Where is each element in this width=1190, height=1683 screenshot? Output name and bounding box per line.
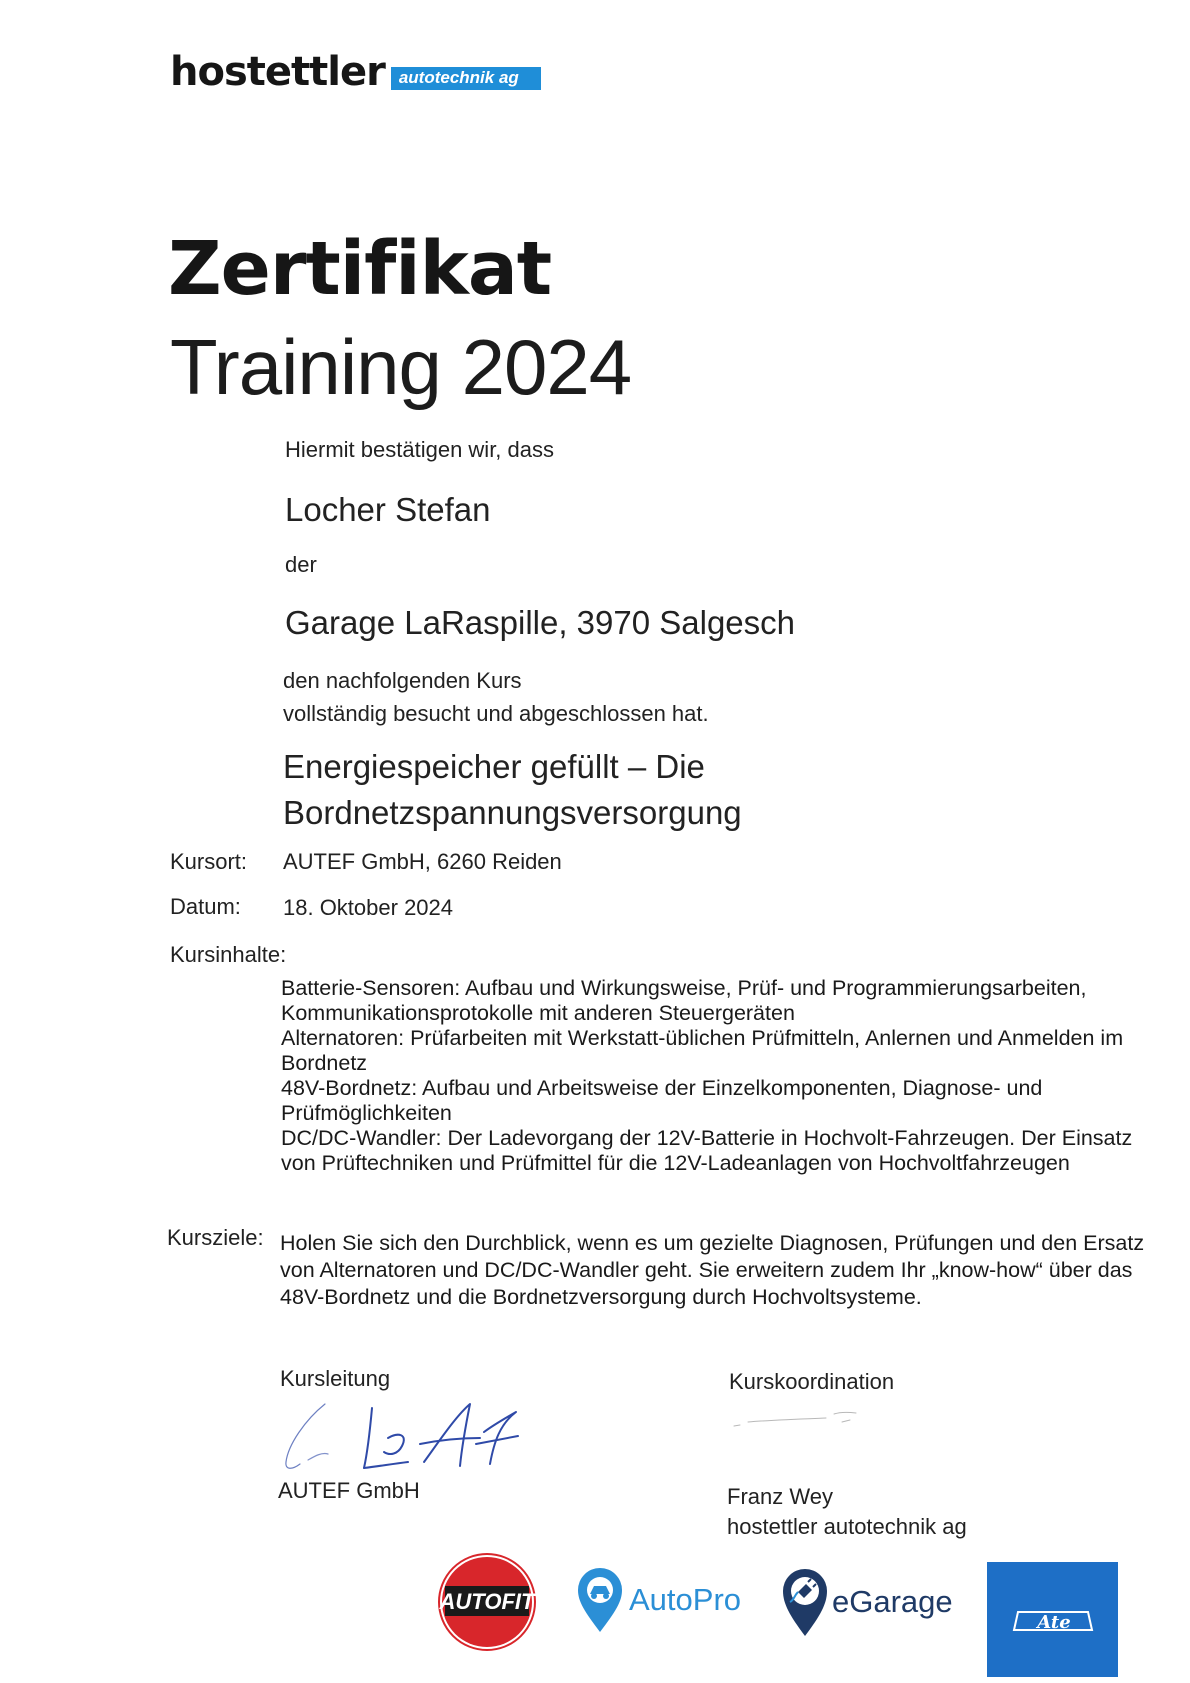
brand-word: hostettler: [170, 49, 385, 95]
course-intro-line: vollständig besucht und abgeschlossen hat.: [283, 701, 709, 726]
ate-logo: [987, 1562, 1118, 1677]
kursinhalte-line: Kommunikationsprotokolle mit anderen Steuergeräten: [281, 1001, 795, 1025]
autofit-logo: [437, 1552, 537, 1652]
hostettler-logo: [170, 44, 541, 95]
autofit-text: AUTOFIT: [439, 1589, 535, 1614]
datum-value: 18. Oktober 2024: [283, 895, 454, 920]
kursinhalte-line: DC/DC-Wandler: Der Ladevorgang der 12V-Batterie in Hochvolt-Fahrzeugen. Der Einsatz: [281, 1126, 1133, 1150]
kursinhalte-line: Batterie-Sensoren: Aufbau und Wirkungsweise, Prüf- und Programmierungsarbeiten,: [281, 976, 1087, 1000]
course-title: [283, 744, 742, 836]
kursinhalte-line: von Prüftechniken und Prüfmittel für die 12V-Ladeanlagen von Hochvoltfahrzeugen: [281, 1151, 1070, 1175]
kurskoordination-label: Kurskoordination: [729, 1369, 895, 1394]
kursinhalte-line: Bordnetz: [281, 1051, 368, 1075]
kursleitung-label: Kursleitung: [280, 1366, 391, 1391]
kurskoordination-org: hostettler autotechnik ag: [727, 1514, 967, 1539]
kurskoordination-name: Franz Wey: [727, 1484, 833, 1509]
connector-text: der: [285, 552, 317, 577]
kursinhalte-list: [281, 976, 1161, 1176]
egarage-pin-icon: [780, 1566, 830, 1638]
kursleitung-org: AUTEF GmbH: [278, 1478, 420, 1503]
autopro-pin-icon: [575, 1566, 625, 1634]
kursinhalte-line: Prüfmöglichkeiten: [281, 1101, 452, 1125]
ate-text: Ate: [1036, 1611, 1071, 1633]
egarage-logo: [780, 1566, 953, 1638]
course-title-line: Energiespeicher gefüllt – Die: [283, 748, 705, 785]
brand-tag: autotechnik ag: [391, 67, 541, 90]
datum-label: Datum:: [170, 894, 241, 919]
autopro-text: AutoPro: [629, 1582, 742, 1617]
kursziele-text: [280, 1230, 1170, 1311]
participant-name: Locher Stefan: [285, 491, 491, 528]
kursziele-line: von Alternatoren und DC/DC-Wandler geht. Sie erweitern zudem Ihr „know-how“ über das: [280, 1258, 1133, 1282]
kursziele-label: Kursziele:: [167, 1225, 264, 1250]
course-intro: [283, 664, 709, 730]
kurskoordination-signature: [730, 1400, 880, 1440]
kursort-value: AUTEF GmbH, 6260 Reiden: [283, 849, 562, 874]
kursort-label: Kursort:: [170, 849, 248, 874]
kurskoordination-block: [727, 1482, 967, 1542]
kursinhalte-line: Alternatoren: Prüfarbeiten mit Werkstatt-üblichen Prüfmitteln, Anlernen und Anmelden im: [281, 1026, 1124, 1050]
kursinhalte-label: Kursinhalte:: [170, 942, 287, 967]
certificate-subtitle: Training 2024: [170, 323, 632, 411]
egarage-text: eGarage: [832, 1584, 953, 1619]
kursziele-line: 48V-Bordnetz und die Bordnetzversorgung durch Hochvoltsysteme.: [280, 1285, 922, 1309]
ate-emblem: [1008, 1600, 1098, 1640]
course-intro-line: den nachfolgenden Kurs: [283, 668, 522, 693]
certificate-title: Zertifikat: [168, 226, 552, 312]
company-name: Garage LaRaspille, 3970 Salgesch: [285, 604, 796, 641]
kursinhalte-line: 48V-Bordnetz: Aufbau und Arbeitsweise der Einzelkomponenten, Diagnose- und: [281, 1076, 1043, 1100]
course-title-line: Bordnetzspannungsversorgung: [283, 794, 742, 831]
autopro-logo: [575, 1566, 741, 1634]
kursleitung-signature: [270, 1390, 560, 1480]
kursziele-line: Holen Sie sich den Durchblick, wenn es um gezielte Diagnosen, Prüfungen und den Ersatz: [280, 1231, 1145, 1255]
intro-text: Hiermit bestätigen wir, dass: [285, 437, 554, 462]
